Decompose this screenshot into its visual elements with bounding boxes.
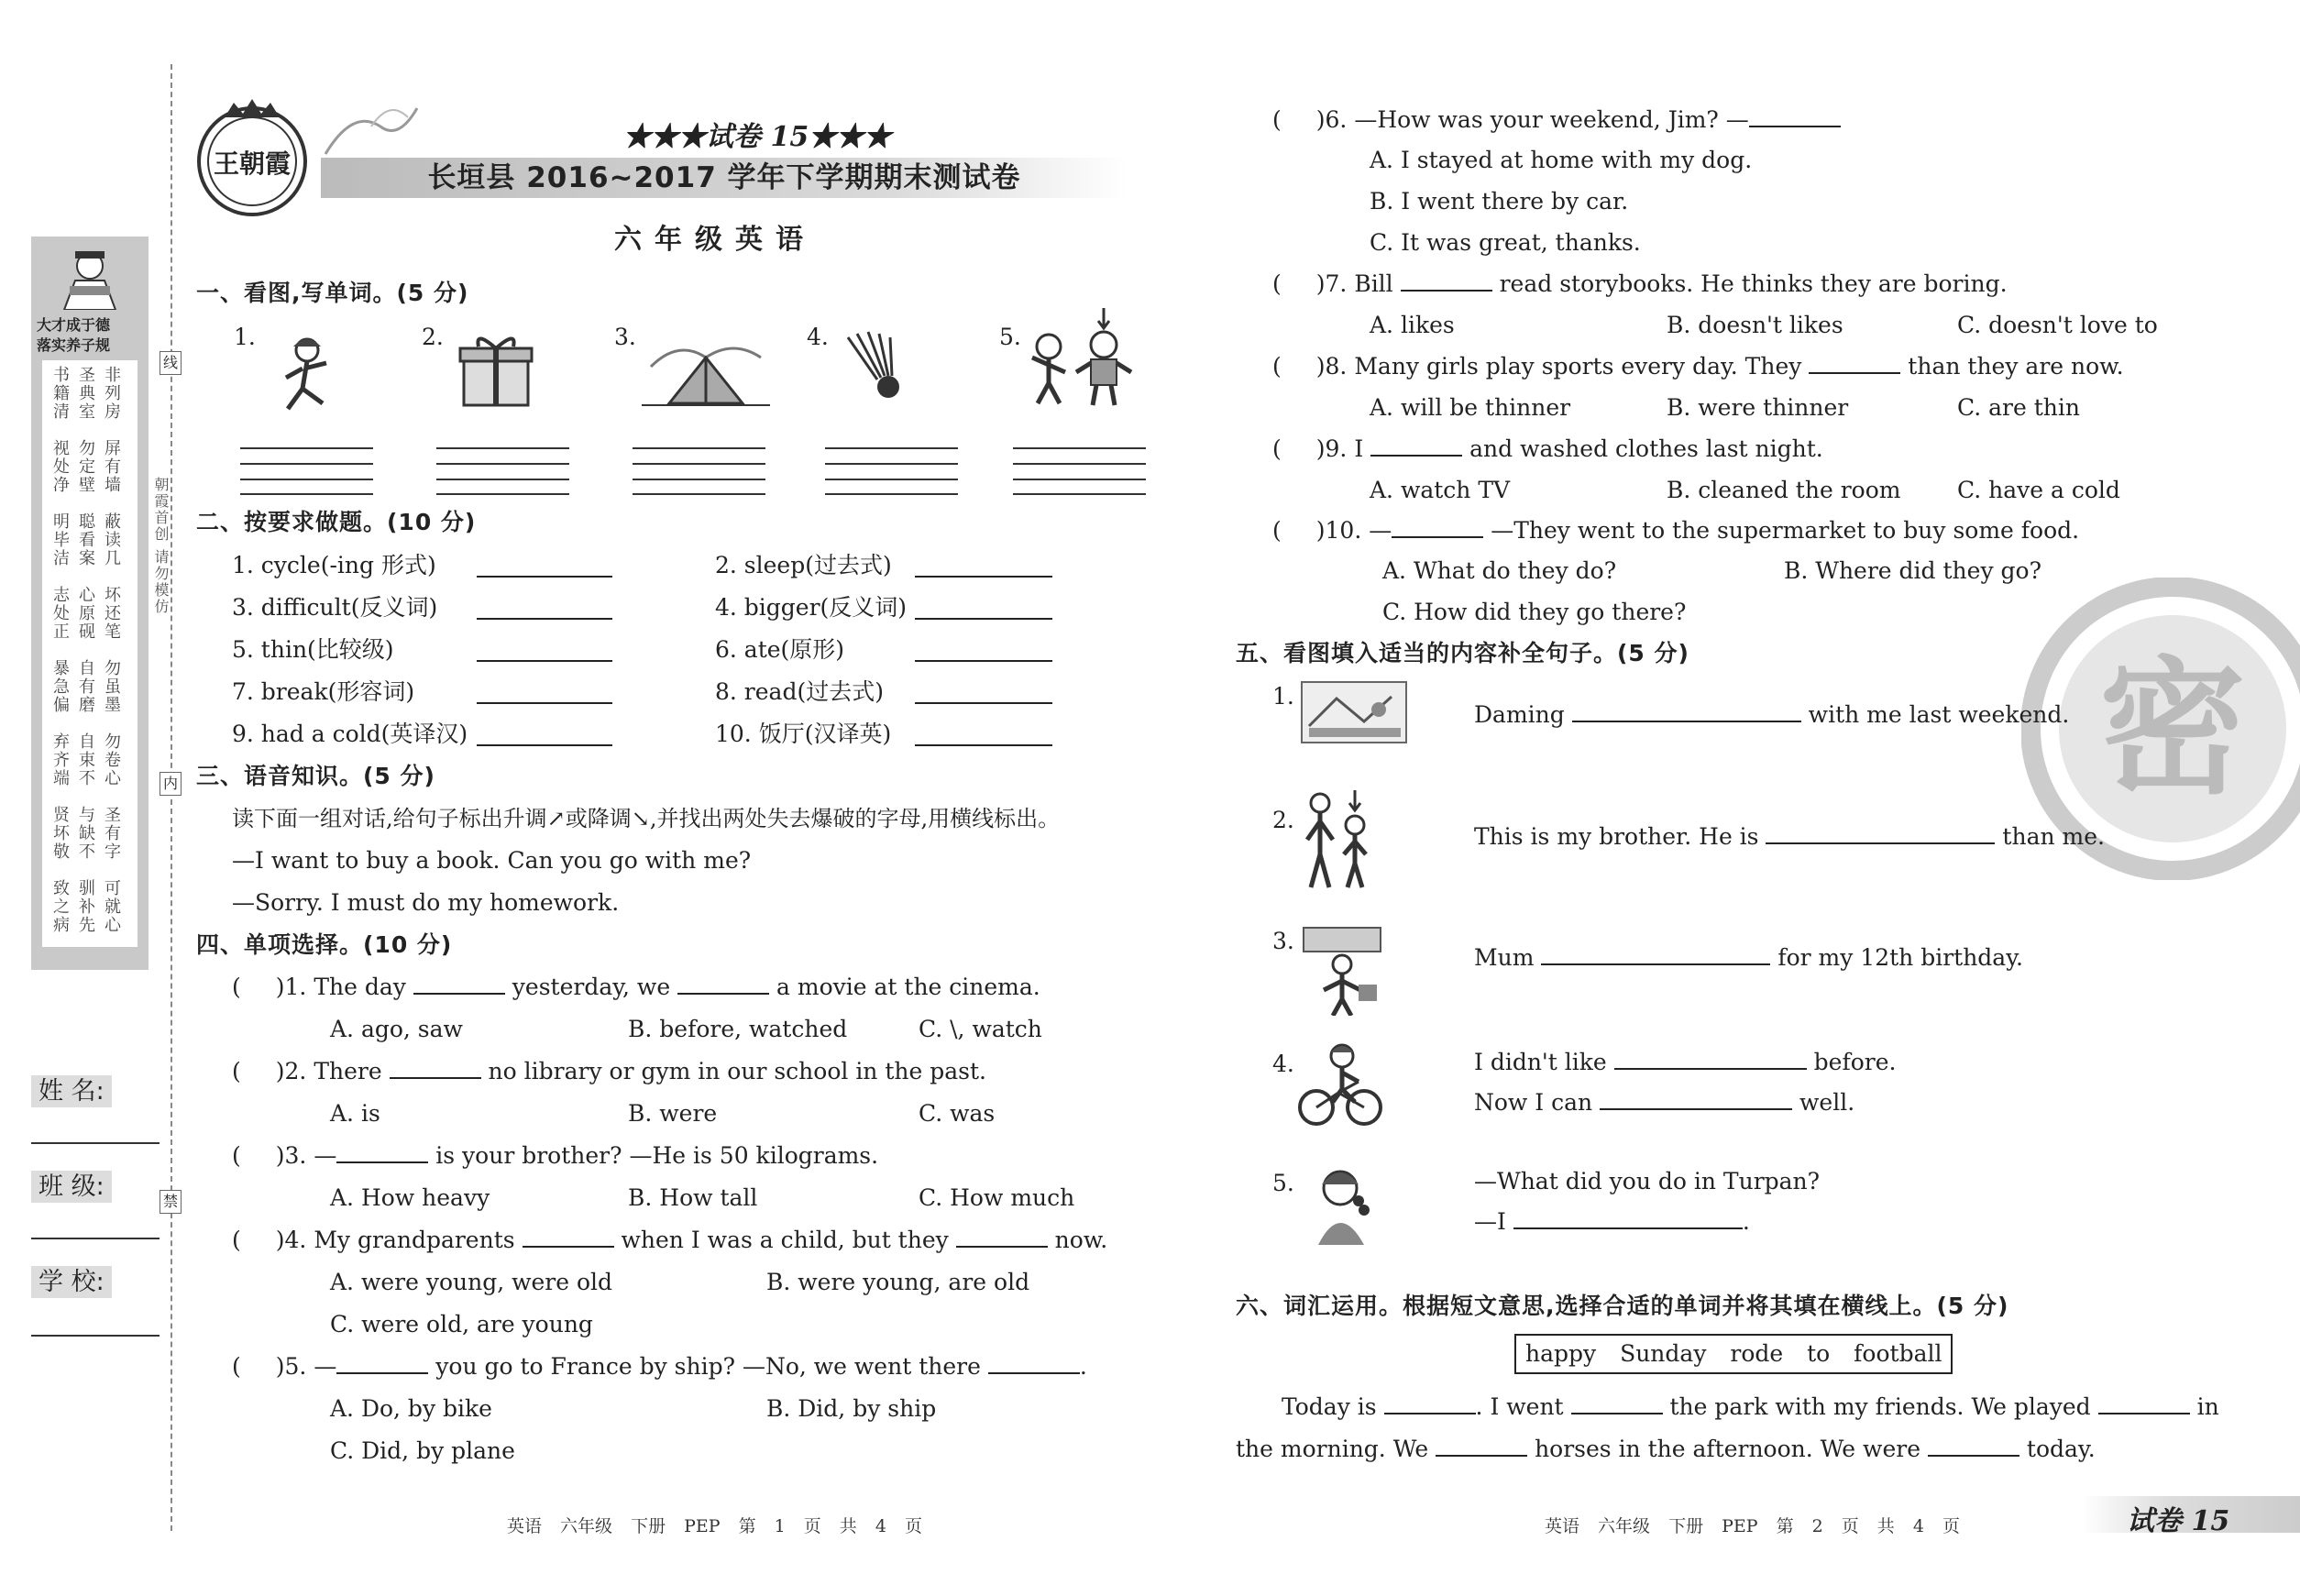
s2-item-6: 6. ate(原形) [715, 636, 845, 663]
s5-number-3: 3. [1272, 928, 1294, 954]
q3-option-c[interactable]: C. How much [919, 1184, 1075, 1211]
q10-option-c[interactable]: C. How did they go there? [1382, 599, 1687, 625]
footer-left: 英语 六年级 下册 PEP 第 1 页 共 4 页 [507, 1516, 922, 1536]
s2-item-5: 5. thin(比较级) [232, 636, 394, 663]
q1-option-a[interactable]: A. ago, saw [330, 1016, 463, 1042]
q4-option-a[interactable]: A. were young, were old [330, 1269, 613, 1295]
s2-item-1: 1. cycle(-ing 形式) [232, 552, 436, 578]
s2-blank-5[interactable] [477, 660, 612, 662]
s5-sentence-1: Daming with me last weekend. [1474, 701, 2070, 728]
motto-column: 暴急偏 [50, 659, 70, 714]
s2-blank-6[interactable] [915, 660, 1052, 662]
pic-number-5: 5. [999, 324, 1021, 350]
motto-column: 勿卷心 [102, 732, 121, 787]
s3-dialogue-line-2[interactable]: —Sorry. I must do my homework. [232, 889, 620, 916]
motto-column: 坏还笔 [102, 586, 121, 641]
s5-blank-1[interactable] [1572, 721, 1801, 722]
q2-option-b[interactable]: B. were [628, 1100, 718, 1127]
pic-number-4: 4. [807, 324, 829, 350]
q1-blank-1[interactable] [413, 993, 505, 995]
s5-blank-2[interactable] [1766, 842, 1995, 844]
s5-sentence-5a: —What did you do in Turpan? [1474, 1168, 1821, 1194]
answer-lines-4[interactable] [825, 447, 958, 495]
motto-column: 蔽读几 [102, 512, 121, 567]
motto-column: 自束不 [76, 732, 95, 787]
motto-columns [42, 360, 138, 947]
svg-text:密: 密 [2098, 643, 2247, 814]
q7-option-a[interactable]: A. likes [1370, 312, 1455, 338]
margin-motto-panel [31, 237, 149, 970]
footer-badge: 试卷 15 [2127, 1505, 2230, 1537]
s5-number-1: 1. [1272, 683, 1294, 710]
s6-blank-1[interactable] [1384, 1413, 1476, 1414]
motto-line-2: 落实养子规 [37, 336, 111, 354]
q5-option-b[interactable]: B. Did, by ship [766, 1395, 937, 1422]
s5-blank-5[interactable] [1513, 1227, 1743, 1229]
q8-option-c[interactable]: C. are thin [1957, 394, 2080, 421]
mc-question-8: ( )8. Many girls play sports every day. They than they are now. [1272, 353, 2124, 380]
pic-number-3: 3. [614, 324, 636, 350]
answer-lines-3[interactable] [633, 447, 765, 495]
cut-char-3: 禁 [160, 1190, 182, 1214]
s2-blank-1[interactable] [477, 576, 612, 578]
s5-sentence-3: Mum for my 12th birthday. [1474, 944, 2023, 971]
q9-option-b[interactable]: B. cleaned the room [1667, 477, 1901, 503]
girl-riding-bike-icon [1298, 1041, 1382, 1131]
mc-question-1: ( )1. The day yesterday, we a movie at the cinema. [232, 974, 1040, 1000]
q3-option-a[interactable]: A. How heavy [330, 1184, 490, 1211]
s3-dialogue-line-1[interactable]: —I want to buy a book. Can you go with me? [232, 847, 752, 874]
q8-blank[interactable] [1809, 372, 1900, 374]
s2-blank-4[interactable] [915, 618, 1052, 620]
mc-question-7: ( )7. Bill read storybooks. He thinks they are boring. [1272, 270, 2008, 297]
s5-blank-3[interactable] [1541, 963, 1770, 965]
section-3-title: 三、语音知识。(5 分) [196, 763, 435, 789]
q4-option-b[interactable]: B. were young, are old [766, 1269, 1030, 1295]
name-label: 姓 名: [31, 1071, 112, 1106]
motto-column: 明毕洁 [50, 512, 70, 567]
word-bank: happy Sunday rode to football [1514, 1334, 1953, 1374]
cut-char-1: 线 [160, 351, 182, 375]
s6-blank-5[interactable] [1928, 1455, 2019, 1457]
q5-blank-1[interactable] [336, 1372, 428, 1374]
s5-sentence-2: This is my brother. He is than me. [1474, 823, 2105, 850]
s6-blank-2[interactable] [1571, 1413, 1663, 1414]
copy-warning: 朝霞首创 请勿模仿 [152, 477, 170, 616]
motto-column: 贤坏敬 [50, 806, 70, 861]
mc-question-3: ( )3. — is your brother? —He is 50 kilograms. [232, 1142, 879, 1169]
q6-blank[interactable] [1749, 126, 1841, 127]
pic-number-1: 1. [234, 324, 256, 350]
motto-column: 与缺不 [76, 806, 95, 861]
exam-title: 长垣县 2016~2017 学年下学期期末测试卷 [427, 161, 1021, 194]
s2-item-2: 2. sleep(过去式) [715, 552, 892, 578]
running-girl-icon [266, 330, 348, 422]
q6-option-a[interactable]: A. I stayed at home with my dog. [1370, 147, 1753, 173]
s2-blank-10[interactable] [915, 744, 1052, 746]
q4-blank-1[interactable] [523, 1246, 614, 1248]
motto-column: 可就心 [102, 879, 121, 934]
q1-option-c[interactable]: C. \, watch [919, 1016, 1042, 1042]
q10-blank[interactable] [1392, 536, 1483, 538]
q7-option-b[interactable]: B. doesn't likes [1667, 312, 1843, 338]
answer-lines-2[interactable] [436, 447, 569, 495]
q3-blank[interactable] [336, 1161, 428, 1163]
q9-option-a[interactable]: A. watch TV [1370, 477, 1511, 503]
q5-option-c[interactable]: C. Did, by plane [330, 1437, 515, 1464]
footer-right: 英语 六年级 下册 PEP 第 2 页 共 4 页 [1545, 1516, 1960, 1536]
motto-column: 驯补先 [76, 879, 95, 934]
mc-question-6: ( )6. —How was your weekend, Jim? — [1272, 106, 1841, 134]
mc-question-5: ( )5. — you go to France by ship? —No, we went there . [232, 1353, 1087, 1380]
motto-column: 屏有墙 [102, 439, 121, 494]
s6-paragraph-line-2: the morning. We horses in the afternoon. We were today. [1236, 1436, 2096, 1462]
s6-blank-3[interactable] [2098, 1413, 2190, 1414]
s5-blank-4b[interactable] [1600, 1108, 1792, 1110]
q6-option-c[interactable]: C. It was great, thanks. [1370, 229, 1641, 256]
answer-lines-1[interactable] [240, 447, 373, 495]
exam-number: ★★★试卷 15★★★ [623, 121, 892, 153]
name-field[interactable] [31, 1142, 160, 1144]
cut-line [171, 64, 172, 1531]
section-4-title: 四、单项选择。(10 分) [196, 931, 453, 958]
q7-option-c[interactable]: C. doesn't love to [1957, 312, 2158, 338]
cut-char-2: 内 [160, 772, 182, 796]
class-label: 班 级: [31, 1166, 112, 1202]
s2-item-7: 7. break(形容词) [232, 678, 415, 705]
q9-blank[interactable] [1370, 455, 1462, 457]
gift-box-icon [457, 330, 535, 409]
section-5-title: 五、看图填入适当的内容补全句子。(5 分) [1236, 640, 1689, 666]
picnic-scene-icon [1300, 680, 1408, 744]
answer-lines-5[interactable] [1013, 447, 1146, 495]
s3-instruction: 读下面一组对话,给句子标出升调↗或降调↘,并找出两处失去爆破的字母,用横线标出。 [232, 806, 1061, 831]
s2-blank-8[interactable] [915, 702, 1052, 704]
publisher-logo [188, 99, 316, 218]
motto-column: 心原砚 [76, 586, 95, 641]
q10-option-b[interactable]: B. Where did they go? [1784, 557, 2041, 584]
s2-blank-3[interactable] [477, 618, 612, 620]
motto-line-1: 大才成于德 [37, 316, 111, 334]
q6-option-b[interactable]: B. I went there by car. [1370, 188, 1629, 215]
q3-option-b[interactable]: B. How tall [628, 1184, 758, 1211]
s6-blank-4[interactable] [1436, 1455, 1527, 1457]
girl-eating-grapes-icon [1300, 1161, 1384, 1245]
motto-column: 视处净 [50, 439, 70, 494]
q4-blank-2[interactable] [956, 1246, 1048, 1248]
shopping-mum-icon [1300, 924, 1384, 1016]
school-label: 学 校: [31, 1261, 112, 1297]
pic-number-2: 2. [422, 324, 444, 350]
s2-item-8: 8. read(过去式) [715, 678, 884, 705]
q2-option-a[interactable]: A. is [330, 1100, 380, 1127]
motto-column: 圣有字 [102, 806, 121, 861]
s2-blank-9[interactable] [477, 744, 612, 746]
s5-sentence-5b: —I . [1474, 1208, 1750, 1235]
mc-question-9: ( )9. I and washed clothes last night. [1272, 435, 1823, 462]
subject-title: 六年级英语 [614, 224, 816, 256]
two-boys-compare-icon [1019, 308, 1139, 409]
s5-blank-4a[interactable] [1614, 1068, 1807, 1070]
q8-option-b[interactable]: B. were thinner [1667, 394, 1849, 421]
motto-column: 非列房 [102, 366, 121, 421]
q2-blank[interactable] [390, 1077, 481, 1079]
section-6-title: 六、词汇运用。根据短文意思,选择合适的单词并将其填在横线上。(5 分) [1236, 1293, 2009, 1319]
section-2-title: 二、按要求做题。(10 分) [196, 509, 477, 535]
motto-column: 致之病 [50, 879, 70, 934]
motto-column: 勿定壁 [76, 439, 95, 494]
school-field[interactable] [31, 1335, 160, 1337]
scholar-figure-icon [51, 246, 128, 310]
section-1-title: 一、看图,写单词。(5 分) [196, 280, 469, 306]
s2-item-4: 4. bigger(反义词) [715, 594, 908, 621]
s6-paragraph-line-1: Today is . I went the park with my friends. We played in [1282, 1393, 2219, 1420]
q9-option-c[interactable]: C. have a cold [1957, 477, 2120, 503]
s2-blank-2[interactable] [915, 576, 1052, 578]
motto-column: 志处正 [50, 586, 70, 641]
ribbon-icon [316, 99, 426, 163]
q5-option-a[interactable]: A. Do, by bike [330, 1395, 492, 1422]
svg-text:王朝霞: 王朝霞 [213, 149, 292, 179]
s5-sentence-4a: I didn't like before. [1474, 1049, 1897, 1075]
s2-item-10: 10. 饭厅(汉译英) [715, 721, 892, 747]
motto-column: 书籍清 [50, 366, 70, 421]
s5-number-4: 4. [1272, 1051, 1294, 1077]
s2-item-9: 9. had a cold(英译汉) [232, 721, 468, 747]
q8-option-a[interactable]: A. will be thinner [1370, 394, 1571, 421]
q5-blank-2[interactable] [988, 1372, 1080, 1374]
class-field[interactable] [31, 1238, 160, 1239]
s2-blank-7[interactable] [477, 702, 612, 704]
tent-camping-icon [642, 330, 770, 413]
q10-option-a[interactable]: A. What do they do? [1382, 557, 1617, 584]
s5-number-2: 2. [1272, 807, 1294, 833]
motto-column: 圣典室 [76, 366, 95, 421]
brothers-height-icon [1293, 790, 1384, 891]
mc-question-10: ( )10. — —They went to the supermarket to buy some food. [1272, 517, 2080, 544]
s5-sentence-4b: Now I can well. [1474, 1089, 1855, 1116]
q1-option-b[interactable]: B. before, watched [628, 1016, 848, 1042]
q4-option-c[interactable]: C. were old, are young [330, 1311, 593, 1337]
s5-number-5: 5. [1272, 1170, 1294, 1196]
q2-option-c[interactable]: C. was [919, 1100, 996, 1127]
q1-blank-2[interactable] [677, 993, 769, 995]
shuttlecock-icon [839, 330, 912, 403]
mc-question-2: ( )2. There no library or gym in our school in the past. [232, 1058, 986, 1084]
motto-column: 勿虽墨 [102, 659, 121, 714]
mc-question-4: ( )4. My grandparents when I was a child, but they now. [232, 1227, 1108, 1253]
motto-column: 自有磨 [76, 659, 95, 714]
motto-column: 聪看案 [76, 512, 95, 567]
q7-blank[interactable] [1401, 290, 1492, 292]
s2-item-3: 3. difficult(反义词) [232, 594, 438, 621]
motto-column: 弃齐端 [50, 732, 70, 787]
